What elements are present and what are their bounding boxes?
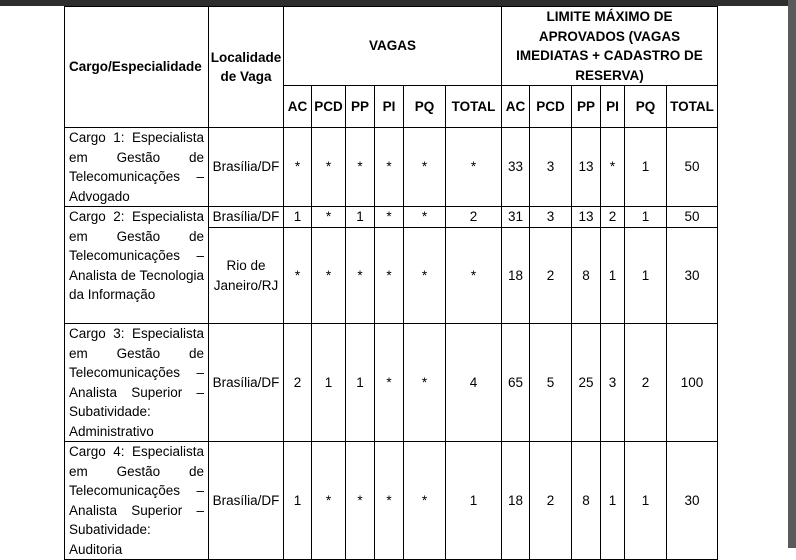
subheader-limite-total: TOTAL [667,86,718,128]
limite-total-cell: 30 [667,228,718,324]
subheader-vagas-pp: PP [346,86,375,128]
vagas-pi-cell: * [375,228,404,324]
localidade-cell: Brasília/DF [209,128,284,207]
table-row [65,442,718,560]
subheader-vagas-pq: PQ [404,86,446,128]
header-vagas: VAGAS [284,7,502,86]
vagas-pi-cell: * [375,207,404,228]
vagas-pp-cell: 1 [346,207,375,228]
subheader-vagas-pcd: PCD [312,86,346,128]
limite-pi-cell: * [601,128,625,207]
limite-ac-cell: 31 [502,207,530,228]
vagas-ac-cell: * [284,228,312,324]
limite-pcd-cell: 2 [530,442,572,560]
localidade-cell: Brasília/DF [209,442,284,560]
vagas-pcd-cell: 1 [312,324,346,442]
subheader-limite-pp: PP [572,86,601,128]
vagas-pp-cell: * [346,442,375,560]
cargo-cell: Cargo 4: Especialista em Gestão de Telecomunicações – Analista Superior – Subatividade: Auditoria [65,442,209,560]
limite-ac-cell: 18 [502,228,530,324]
vagas-total-cell: * [446,228,502,324]
vagas-pp-cell: * [346,228,375,324]
limite-pq-cell: 1 [625,207,667,228]
limite-pi-cell: 2 [601,207,625,228]
vagas-total-cell: 1 [446,442,502,560]
localidade-cell: Brasília/DF [209,207,284,228]
limite-pq-cell: 1 [625,128,667,207]
subheader-vagas-ac: AC [284,86,312,128]
limite-pi-cell: 1 [601,228,625,324]
subheader-limite-pq: PQ [625,86,667,128]
table-row [65,207,718,228]
vagas-ac-cell: 1 [284,207,312,228]
header-limite: LIMITE MÁXIMO DE APROVADOS (VAGAS IMEDIATAS + CADASTRO DE RESERVA) [502,7,718,86]
limite-total-cell: 50 [667,128,718,207]
limite-pcd-cell: 3 [530,128,572,207]
vagas-pq-cell: * [404,228,446,324]
cargo-cell: Cargo 3: Especialista em Gestão de Telecomunicações – Analista Superior – Subatividade: Administrativo [65,324,209,442]
vagas-ac-cell: 1 [284,442,312,560]
limite-pp-cell: 8 [572,228,601,324]
limite-ac-cell: 65 [502,324,530,442]
table-row [65,324,718,442]
header-cargo: Cargo/Especialidade [65,7,209,128]
limite-pq-cell: 1 [625,442,667,560]
vagas-pcd-cell: * [312,128,346,207]
vagas-pq-cell: * [404,207,446,228]
limite-pi-cell: 3 [601,324,625,442]
vagas-pp-cell: * [346,128,375,207]
limite-pq-cell: 2 [625,324,667,442]
limite-pcd-cell: 3 [530,207,572,228]
vagas-pq-cell: * [404,128,446,207]
subheader-limite-pcd: PCD [530,86,572,128]
vagas-pcd-cell: * [312,228,346,324]
subheader-limite-pi: PI [601,86,625,128]
vacancy-table [64,6,718,560]
cargo-cell: Cargo 2: Especialista em Gestão de Telecomunicações – Analista de Tecnologia da Informação [65,207,209,324]
limite-ac-cell: 33 [502,128,530,207]
subheader-vagas-pi: PI [375,86,404,128]
vagas-pcd-cell: * [312,442,346,560]
vagas-pq-cell: * [404,324,446,442]
limite-pp-cell: 13 [572,207,601,228]
vagas-pi-cell: * [375,442,404,560]
vagas-ac-cell: * [284,128,312,207]
limite-pp-cell: 8 [572,442,601,560]
table-row [65,128,718,207]
vagas-pi-cell: * [375,128,404,207]
localidade-cell: Rio de Janeiro/RJ [209,228,284,324]
window-right-edge [788,0,796,548]
vagas-ac-cell: 2 [284,324,312,442]
vagas-pcd-cell: * [312,207,346,228]
limite-pcd-cell: 5 [530,324,572,442]
vagas-pp-cell: 1 [346,324,375,442]
vagas-pi-cell: * [375,324,404,442]
limite-pq-cell: 1 [625,228,667,324]
vagas-pq-cell: * [404,442,446,560]
limite-pi-cell: 1 [601,442,625,560]
vagas-total-cell: * [446,128,502,207]
header-localidade: Localidade de Vaga [209,7,284,128]
cargo-cell: Cargo 1: Especialista em Gestão de Telecomunicações – Advogado [65,128,209,207]
limite-pp-cell: 13 [572,128,601,207]
subheader-vagas-total: TOTAL [446,86,502,128]
limite-total-cell: 30 [667,442,718,560]
subheader-limite-ac: AC [502,86,530,128]
limite-pcd-cell: 2 [530,228,572,324]
localidade-cell: Brasília/DF [209,324,284,442]
vagas-total-cell: 2 [446,207,502,228]
vagas-total-cell: 4 [446,324,502,442]
limite-total-cell: 100 [667,324,718,442]
limite-ac-cell: 18 [502,442,530,560]
limite-pp-cell: 25 [572,324,601,442]
limite-total-cell: 50 [667,207,718,228]
